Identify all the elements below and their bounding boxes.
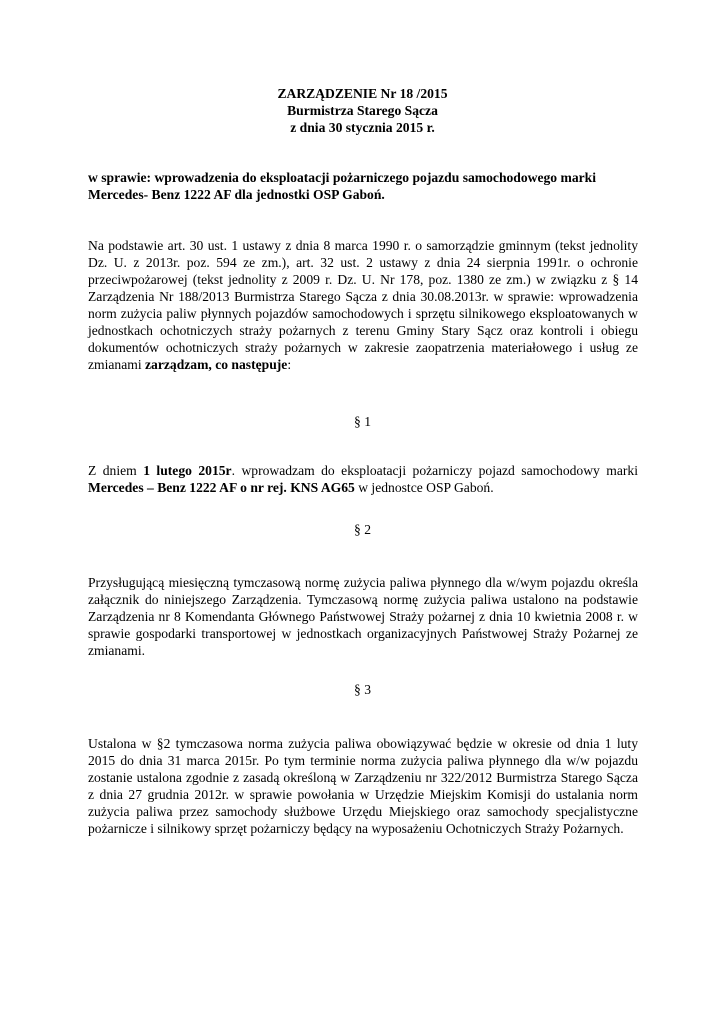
document-subject: w sprawie: wprowadzenia do eksploatacji pożarniczego pojazdu samochodowego marki Mercedes- Benz 1222 AF dla jednostki OSP Gaboń. bbox=[88, 170, 596, 202]
document-date: z dnia 30 stycznia 2015 r. bbox=[290, 120, 435, 135]
preamble-text: Na podstawie art. 30 ust. 1 ustawy z dnia 8 marca 1990 r. o samorządzie gminnym (tekst jednolity Dz. U. z 2013r. poz. 594 ze zm.), art. 32 ust. 2 ustawy z dnia 24 sierpnia 1991r. o ochronie przeciwpożarowej (tekst jednolity z 2009 r. Dz. U. Nr 178, poz. 1380 ze zm.) w związku z § 14 Zarządzenia Nr 188/2013 Burmistrza Starego Sącza z dnia 30.08.2013r. w sprawie: wprowadzenia norm zużycia paliw płynnych pojazdów samochodowych i sprzętu silnikowego eksploatowanych w jednostkach ochotniczych straży pożarnych z terenu Gminy Stary Sącz oraz kontroli i obiegu dokumentów ochotniczych straży pożarnych w zakresie zaopatrzenia materiałowego i usług ze zmianami bbox=[88, 238, 638, 372]
document-header bbox=[0, 85, 725, 136]
section-1-heading: § 1 bbox=[354, 414, 371, 429]
document-title: ZARZĄDZENIE Nr 18 /2015 bbox=[277, 86, 448, 101]
section-1-date: 1 lutego 2015r bbox=[143, 463, 232, 478]
document-issuer: Burmistrza Starego Sącza bbox=[287, 103, 438, 118]
section-1-vehicle: Mercedes – Benz 1222 AF o nr rej. KNS AG65 bbox=[88, 480, 355, 495]
section-1-text-1: Z dniem bbox=[88, 463, 144, 478]
section-3-paragraph: Ustalona w §2 tymczasowa norma zużycia paliwa obowiązywać będzie w okresie od dnia 1 luty 2015 do dnia 31 marca 2015r. Po tym terminie norma zużycia paliwa płynnego dla w/w pojazdu zostanie ustalona zgodnie z zasadą określoną w Zarządzeniu nr 322/2012 Burmistrza Starego Sącza z dnia 27 grudnia 2012r. w sprawie powołania w Urzędzie Miejskim Komisji do ustalania norm zużycia paliwa przez samochody służbowe Urzędu Miejskiego oraz samochody specjalistyczne pożarnicze i silnikowy sprzęt pożarniczy będący na wyposażeniu Ochotniczych Straży Pożarnych. bbox=[88, 736, 638, 836]
section-1-paragraph bbox=[88, 462, 638, 496]
preamble-bold-text: zarządzam, co następuje bbox=[145, 357, 288, 372]
preamble-paragraph bbox=[88, 237, 638, 373]
preamble-end: : bbox=[287, 357, 292, 372]
section-2-paragraph: Przysługującą miesięczną tymczasową normę zużycia paliwa płynnego dla w/wym pojazdu określa załącznik do niniejszego Zarządzenia. Tymczasową normę zużycia paliwa ustalono na podstawie Zarządzenia nr 8 Komendanta Głównego Państwowej Straży pożarnej z dnia 10 kwietnia 2008 r. w sprawie gospodarki transportowej w jednostkach organizacyjnych Państwowej Straży Pożarnej ze zmianami. bbox=[88, 575, 638, 658]
section-3-heading: § 3 bbox=[354, 682, 371, 697]
section-2-heading: § 2 bbox=[354, 522, 371, 537]
section-1-text-2: . wprowadzam do eksploatacji pożarniczy pojazd samochodowy marki bbox=[231, 463, 638, 478]
section-1-text-3: w jednostce OSP Gaboń. bbox=[354, 480, 494, 495]
